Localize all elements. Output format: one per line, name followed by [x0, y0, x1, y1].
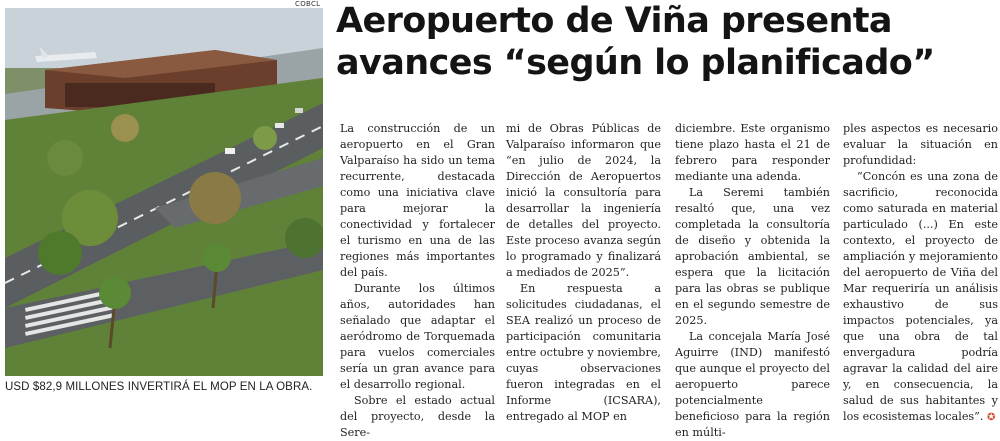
article-column-1 — [340, 121, 495, 441]
photo-caption: USD $82,9 MILLONES INVERTIRÁ EL MOP EN LA OBRA. — [5, 381, 313, 393]
article-column-2 — [506, 121, 661, 425]
paragraph: mi de Obras Públicas de Valparaíso informaron que “en julio de 2024, la Dirección de Aeropuertos inició la consultoría para desarrollar la ingeniería de detalles del proyecto. Este proceso avanza según lo programado y finalizará a mediados de 2025”. — [506, 122, 661, 279]
article-headline — [336, 0, 996, 84]
article-column-4 — [843, 121, 998, 426]
quote-text: “Concón es una zona de sacrificio, reconocida como saturada en material particulado (...) En este contexto, el proyecto de ampliación y mejoramiento del aeropuerto de Viña del Mar requeriría un análisis exhaustivo de sus impactos potenciales, ya que una obra de tal envergadura podría agravar la calidad del aire y, en consecuencia, la salud de sus habitantes y los ecosistemas locales”. — [843, 170, 998, 423]
paragraph: Durante los últimos años, autoridades han señalado que adaptar el aeródromo de Torquemada para vuelos comerciales sería un gran avance para el desarrollo regional. — [340, 282, 495, 391]
end-mark-icon: ✪ — [987, 412, 996, 423]
headline-line-1: Aeropuerto de Viña presenta — [336, 1, 892, 41]
paragraph — [843, 169, 998, 426]
photo-credit: COBCL — [295, 0, 321, 8]
headline-line-2: avances “según lo planificado” — [336, 43, 935, 83]
paragraph: En respuesta a solicitudes ciudadanas, el SEA realizó un proceso de participación comunitaria entre octubre y noviembre, cuyas observaciones fueron integradas en el Informe (ICSARA), entregado al MOP en — [506, 282, 661, 423]
paragraph: La construcción de un aeropuerto en el Gran Valparaíso ha sido un tema recurrente, destacada como una iniciativa clave para mejorar la conectividad y fortalecer el turismo en una de las regiones más importantes del país. — [340, 122, 495, 279]
article-column-3 — [675, 121, 830, 441]
airport-illustration — [5, 8, 323, 376]
paragraph: diciembre. Este organismo tiene plazo hasta el 21 de febrero para responder mediante una adenda. — [675, 122, 830, 183]
paragraph: Sobre el estado actual del proyecto, desde la Sere- — [340, 394, 495, 439]
paragraph: ples aspectos es necesario evaluar la situación en profundidad: — [843, 122, 998, 167]
airport-rendering-photo — [5, 8, 323, 376]
paragraph: La Seremi también resaltó que, una vez completada la consultoría de diseño y obtenida la aprobación ambiental, se espera que la licitación para las obras se publique en el segundo semestre de 2025. — [675, 186, 830, 327]
paragraph: La concejala María José Aguirre (IND) manifestó que aunque el proyecto del aeropuerto parece potencialmente beneficioso para la región en múlti- — [675, 330, 830, 439]
